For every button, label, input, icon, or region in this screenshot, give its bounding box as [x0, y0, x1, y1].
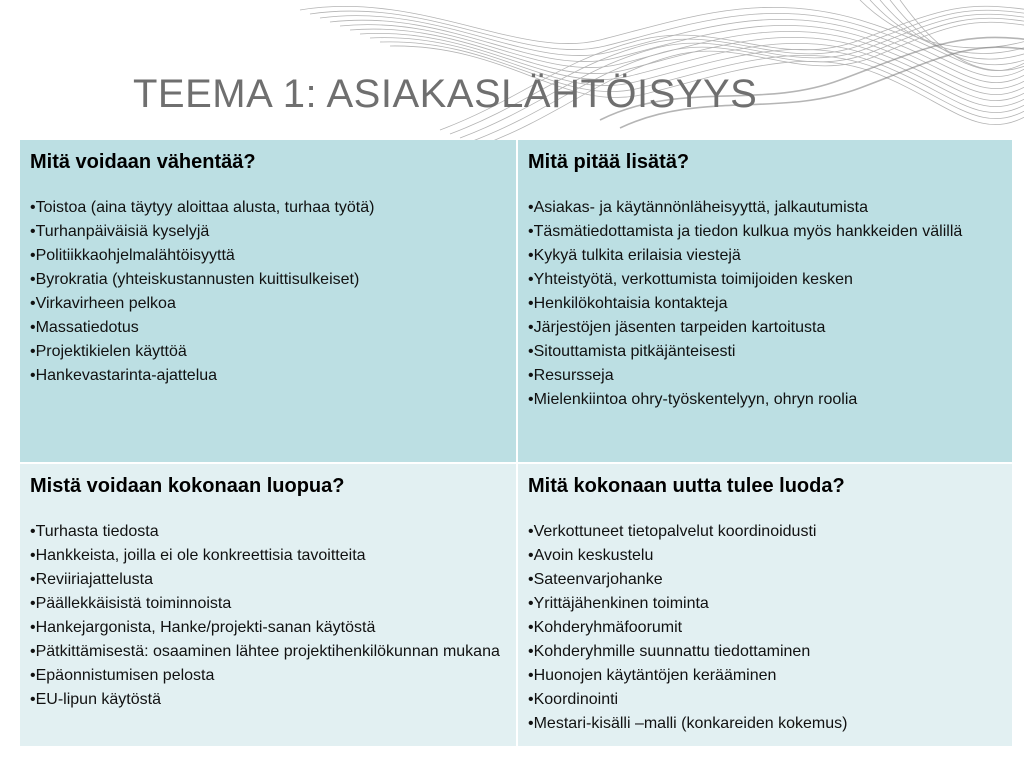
item-list [528, 520, 1002, 736]
list-item: •Hankejargonista, Hanke/projekti-sanan käytöstä [30, 619, 376, 636]
cell-increase [516, 140, 1012, 462]
list-item: •EU-lipun käytöstä [30, 691, 161, 708]
list-item: •Massatiedotus [30, 319, 139, 336]
item-list [30, 196, 506, 388]
list-item: •Henkilökohtaisia kontakteja [528, 295, 728, 312]
list-item: •Mielenkiintoa ohry-työskentelyyn, ohryn roolia [528, 391, 858, 408]
item-list [30, 520, 506, 712]
cell-heading: Mistä voidaan kokonaan luopua? [30, 475, 345, 497]
list-item: •Toistoa (aina täytyy aloittaa alusta, turhaa työtä) [30, 199, 375, 216]
list-item: •Avoin keskustelu [528, 547, 654, 564]
list-item: •Epäonnistumisen pelosta [30, 667, 215, 684]
list-item: •Yhteistyötä, verkottumista toimijoiden kesken [528, 271, 853, 288]
list-item: •Turhanpäiväisiä kyselyjä [30, 223, 210, 240]
cell-heading: Mitä pitää lisätä? [528, 151, 690, 173]
cell-reduce [20, 140, 516, 462]
cell-heading: Mitä kokonaan uutta tulee luoda? [528, 475, 845, 497]
content-table [20, 140, 1012, 746]
cell-create [516, 462, 1012, 746]
list-item: •Hankkeista, joilla ei ole konkreettisia tavoitteita [30, 547, 366, 564]
list-item: •Täsmätiedottamista ja tiedon kulkua myös hankkeiden välillä [528, 223, 963, 240]
list-item: •Yrittäjähenkinen toiminta [528, 595, 709, 612]
list-item: •Sateenvarjohanke [528, 571, 663, 588]
list-item: •Päällekkäisistä toiminnoista [30, 595, 232, 612]
cell-heading: Mitä voidaan vähentää? [30, 151, 256, 173]
list-item: •Kohderyhmille suunnattu tiedottaminen [528, 643, 811, 660]
list-item: •Hankevastarinta-ajattelua [30, 367, 218, 384]
list-item: •Asiakas- ja käytännönläheisyyttä, jalkautumista [528, 199, 868, 216]
list-item: •Virkavirheen pelkoa [30, 295, 176, 312]
list-item: •Reviiriajattelusta [30, 571, 153, 588]
list-item: •Resursseja [528, 367, 614, 384]
item-list [528, 196, 1002, 412]
list-item: •Kohderyhmäfoorumit [528, 619, 683, 636]
list-item: •Projektikielen käyttöä [30, 343, 187, 360]
list-item: •Huonojen käytäntöjen kerääminen [528, 667, 777, 684]
list-item: •Sitouttamista pitkäjänteisesti [528, 343, 736, 360]
list-item: •Verkottuneet tietopalvelut koordinoidusti [528, 523, 817, 540]
page-title: TEEMA 1: ASIAKASLÄHTÖISYYS [133, 72, 758, 116]
list-item: •Järjestöjen jäsenten tarpeiden kartoitusta [528, 319, 826, 336]
list-item: •Byrokratia (yhteiskustannusten kuittisulkeiset) [30, 271, 360, 288]
list-item: •Mestari-kisälli –malli (konkareiden kokemus) [528, 715, 848, 732]
cell-abandon [20, 462, 516, 746]
list-item: •Kykyä tulkita erilaisia viestejä [528, 247, 741, 264]
list-item: •Pätkittämisestä: osaaminen lähtee projektihenkilökunnan mukana [30, 643, 500, 660]
list-item: •Turhasta tiedosta [30, 523, 159, 540]
list-item: •Koordinointi [528, 691, 619, 708]
list-item: •Politiikkaohjelmalähtöisyyttä [30, 247, 235, 264]
